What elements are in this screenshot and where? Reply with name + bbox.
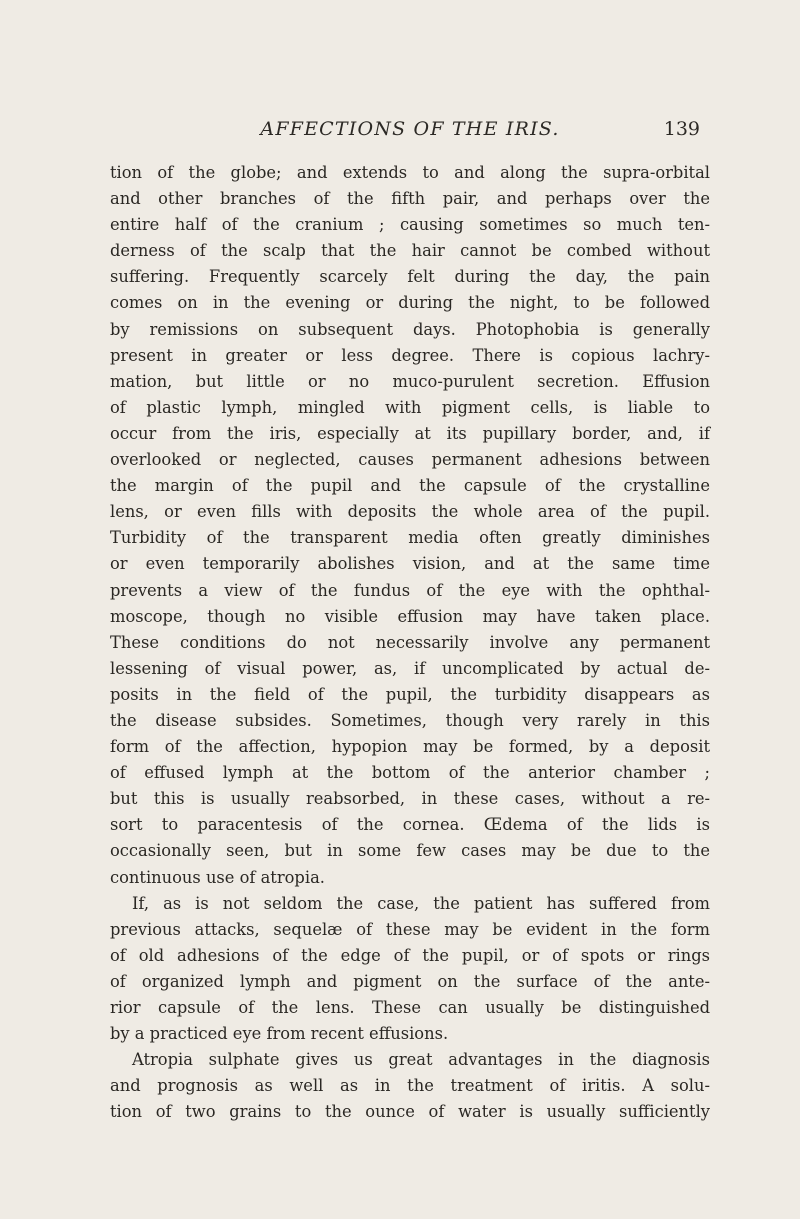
text-line: the margin of the pupil and the capsule of the crystalline [110, 476, 710, 496]
text-line: Atropia sulphate gives us great advantages in the diagnosis [132, 1050, 710, 1070]
text-line: derness of the scalp that the hair cannot be combed without [110, 241, 710, 261]
text-line: occasionally seen, but in some few cases may be due to the [110, 841, 710, 861]
page-header [110, 118, 710, 146]
text-line: the disease subsides. Sometimes, though very rarely in this [110, 710, 710, 730]
text-line: tion of the globe; and extends to and along the supra-orbital [110, 163, 710, 182]
text-line: entire half of the cranium ; causing sometimes so much ten- [110, 215, 710, 235]
text-line: of old adhesions of the edge of the pupil, or of spots or rings [110, 945, 710, 965]
text-line: continuous use of atropia. [110, 867, 325, 887]
text-line: and prognosis as well as in the treatment of iritis. A solu- [110, 1076, 710, 1096]
text-line: These conditions do not necessarily involve any permanent [110, 632, 710, 652]
text-line: prevents a view of the fundus of the eye with the ophthal- [110, 580, 710, 600]
text-line: occur from the iris, especially at its pupillary border, and, if [110, 423, 710, 443]
text-line: posits in the field of the pupil, the turbidity disappears as [110, 684, 710, 704]
text-line: overlooked or neglected, causes permanent adhesions between [110, 450, 710, 470]
text-line: or even temporarily abolishes vision, and at the same time [110, 554, 710, 574]
text-line: lessening of visual power, as, if uncomplicated by actual de- [110, 658, 710, 678]
text-line: by a practiced eye from recent effusions. [110, 1024, 449, 1044]
text-line: of plastic lymph, mingled with pigment cells, is liable to [110, 397, 710, 417]
body-text [110, 160, 710, 1125]
page-number: 139 [663, 118, 700, 140]
text-line: moscope, though no visible effusion may have taken place. [110, 606, 710, 626]
text-line: previous attacks, sequelæ of these may be evident in the form [110, 919, 710, 939]
text-line: form of the affection, hypopion may be formed, by a deposit [110, 737, 710, 757]
text-line: Turbidity of the transparent media often greatly diminishes [110, 528, 710, 548]
text-line: rior capsule of the lens. These can usually be distinguished [110, 998, 710, 1017]
text-line: by remissions on subsequent days. Photophobia is generally [110, 319, 710, 339]
text-line: of organized lymph and pigment on the surface of the ante- [110, 971, 710, 991]
running-head: AFFECTIONS OF THE IRIS. [260, 118, 560, 140]
text-line: If, as is not seldom the case, the patient has suffered from [132, 893, 710, 913]
text-line: comes on in the evening or during the night, to be followed [110, 293, 710, 313]
text-line: tion of two grains to the ounce of water is usually sufficiently [110, 1102, 710, 1122]
text-line: sort to paracentesis of the cornea. Œdema of the lids is [110, 815, 710, 835]
text-line: lens, or even fills with deposits the whole area of the pupil. [110, 502, 710, 522]
text-line: suffering. Frequently scarcely felt during the day, the pain [110, 267, 710, 287]
text-line: mation, but little or no muco-purulent secretion. Effusion [110, 371, 710, 391]
text-line: but this is usually reabsorbed, in these cases, without a re- [110, 789, 710, 809]
text-line: of effused lymph at the bottom of the anterior chamber ; [110, 763, 710, 783]
text-line: present in greater or less degree. There is copious lachry- [110, 345, 710, 365]
text-line: and other branches of the fifth pair, and perhaps over the [110, 189, 710, 209]
